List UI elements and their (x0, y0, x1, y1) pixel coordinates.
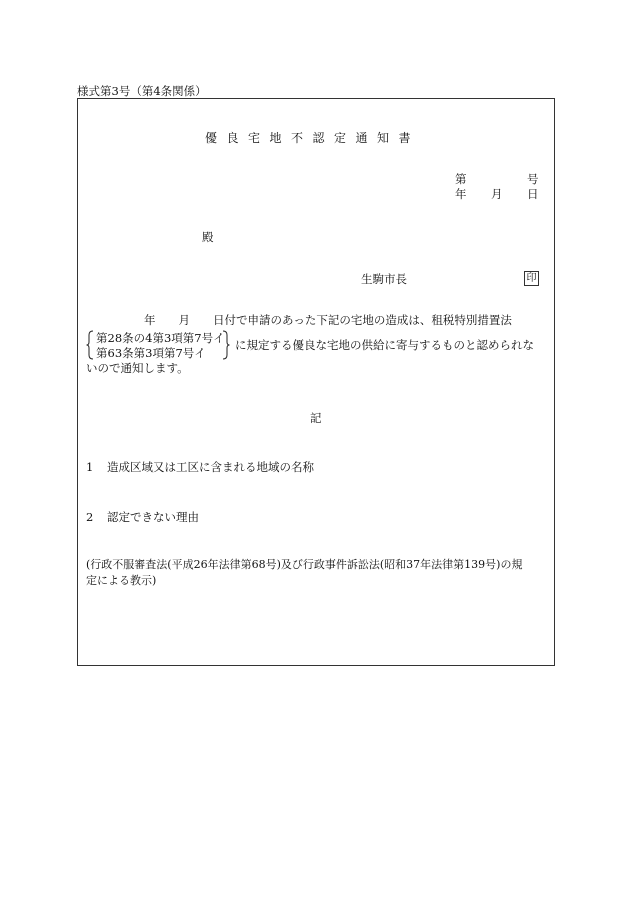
item-2 (86, 510, 199, 524)
number-suffix: 号 (527, 172, 539, 186)
body-line-2: に規定する優良な宅地の供給に寄与するものと認められな (235, 338, 534, 352)
left-brace-icon (86, 330, 94, 360)
seal-mark: 印 (524, 271, 539, 286)
document-title: 優良宅地不認定通知書 (205, 131, 421, 145)
item-1 (86, 460, 314, 474)
number-line (455, 172, 538, 186)
ki-heading: 記 (310, 411, 322, 425)
date-day: 日 (527, 187, 539, 201)
number-prefix: 第 (455, 172, 467, 186)
date-month: 月 (491, 187, 503, 201)
item-text: 認定できない理由 (106, 510, 199, 524)
issuer-name: 生駒市長 (361, 272, 407, 286)
right-brace-icon (222, 330, 230, 360)
date-year: 年 (455, 187, 467, 201)
form-header: 様式第3号（第4条関係） (77, 84, 207, 98)
item-number: 2 (86, 510, 94, 524)
item-text: 造成区域又は工区に含まれる地域の名称 (106, 460, 314, 474)
instruction-line-2: 定による教示) (86, 574, 157, 587)
body-line-1: 年 月 日付で申請のあった下記の宅地の造成は、租税特別措置法 (144, 313, 512, 327)
article-option-1: 第28条の4第3項第7号イ (96, 331, 225, 345)
instruction-line-1: (行政不服審査法(平成26年法律第68号)及び行政事件訴訟法(昭和37年法律第139号)の規 (86, 558, 523, 571)
addressee-suffix: 殿 (202, 230, 214, 244)
item-number: 1 (86, 460, 94, 474)
body-line-3: いので通知します。 (86, 361, 189, 375)
article-option-2: 第63条第3項第7号イ (96, 346, 206, 360)
date-line (455, 187, 538, 201)
